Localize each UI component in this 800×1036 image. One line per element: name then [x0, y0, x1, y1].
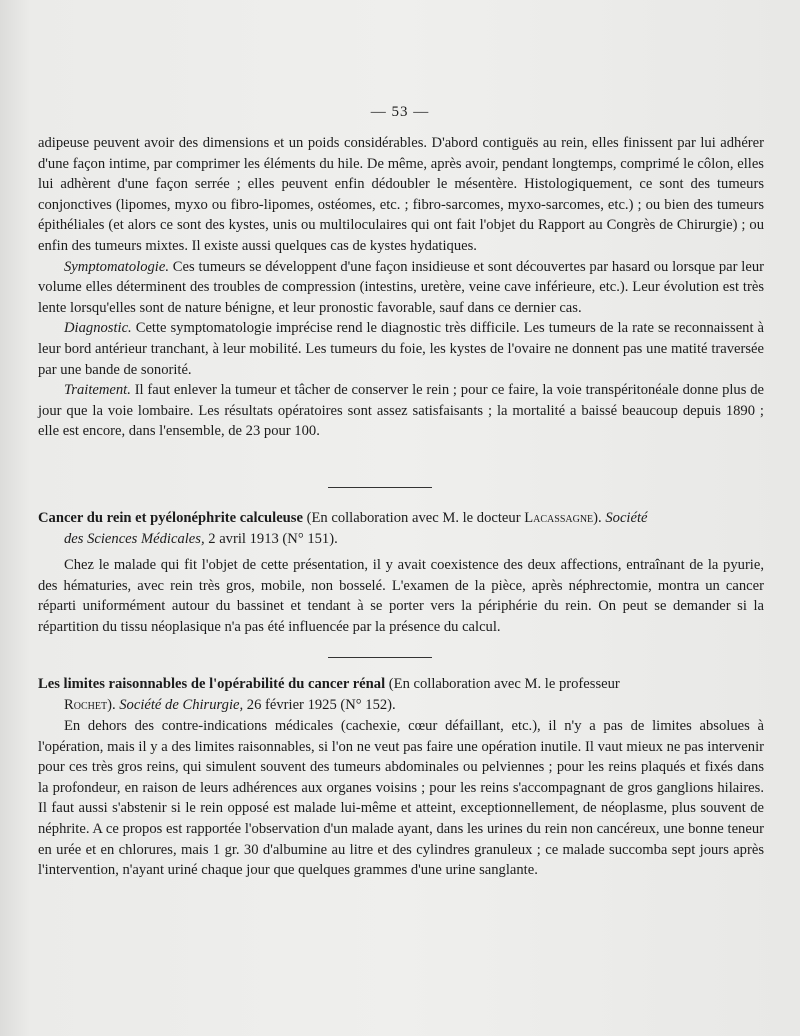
intro-section [38, 133, 764, 442]
section2-heading [38, 674, 764, 715]
diagnosis-text: Cette symptomatologie imprécise rend le diagnostic très difficile. Les tumeurs de la rate se reconnaissent à leur bord antérieur tranchant, à leur mobilité. Les tumeurs du foie, les kystes de l'ovaire ne donnent pas une matité traversée par une bande de sonorité. [38, 320, 764, 378]
section1-collab-name: Lacassagne [524, 510, 594, 526]
section2-body [38, 716, 764, 881]
section2-paragraph: En dehors des contre-indications médicales (cachexie, cœur défaillant, etc.), il n'y a pas de limites absolues à l'opération, mais il y a des limites raisonnables, si l'on ne veut pas faire une opération inutile. Il vaut mieux ne pas intervenir pour ces très gros reins, qui simulent souvent des tumeurs abdominales ou pelviennes ; pour les reins plaqués et fixés dans la profondeur, en raison de leurs adhérences aux organes voisins ; pour les reins s'accompagnant de gros ganglions hilaires. Il faut aussi s'abstenir si le rein opposé est malade lui-même et atteint, exceptionnellement, de néoplasme, plus souvent de néphrite. A ce propos est rapportée l'observation d'un malade ayant, dans les urines du rein non cancéreux, une bonne teneur en urée et en chlorures, mais 1 gr. 30 d'albumine au litre et des cylindres granuleux ; ce malade succomba sept jours après l'intervention, n'ayant uriné chaque jour que quelques grammes d'une urine sanglante. [38, 718, 764, 879]
section1-date: 2 avril 1913 (N° 151). [204, 530, 338, 547]
section1-paragraph: Chez le malade qui fit l'objet de cette présentation, il y avait coexistence des deux affections, entraînant de la pyurie, des hématuries, avec rein très gros, mobile, non bosselé. L'examen de la pièce, après néphrectomie, montra un cancer réparti uniformément autour du bassinet et tendant à se porter vers la périphérie du rein. On peut se demander si la répartition du tissu néoplasique n'a pas été influencée par la présence du calcul. [38, 557, 764, 635]
treatment-paragraph [38, 380, 764, 442]
diagnosis-label: Diagnostic. [64, 320, 132, 337]
section-divider [328, 487, 432, 488]
intro-paragraph: adipeuse peuvent avoir des dimensions et un poids considérables. D'abord contiguës au rein, elles finissent par lui adhérer d'une façon intime, par comprimer les éléments du hile. De même, après avoir, pendant longtemps, comprimé le côlon, elles lui adhèrent d'une façon serrée ; elles peuvent enfin dédoubler le mésentère. Histologiquement, ce sont des tumeurs conjonctives (lipomes, myxo ou fibro-lipomes, ostéomes, etc. ; fibro-sarcomes, myxo-sarcomes, etc.) ; ou bien des tumeurs épithéliales (et alors ce sont des kystes, unis ou multiloculaires qui ont fait l'objet du Rapport au Congrès de Chirurgie) ; ou enfin des tumeurs mixtes. Il existe aussi quelques cas de kystes hydatiques. [38, 135, 764, 254]
section-divider [328, 657, 432, 658]
section1-title: Cancer du rein et pyélonéphrite calculeuse [38, 510, 303, 526]
section1-collab-prefix: (En collaboration avec M. le docteur [302, 510, 525, 526]
section1-heading [38, 508, 764, 549]
treatment-label: Traitement. [64, 382, 131, 399]
section2-journal: Société de Chirurgie, [119, 696, 244, 713]
section2-collab-suffix: ). [107, 696, 120, 713]
symptomatology-paragraph [38, 257, 764, 319]
section2-collab-name: Rochet [64, 696, 108, 713]
symptomatology-label: Symptomatologie. [64, 258, 169, 275]
treatment-text: Il faut enlever la tumeur et tâcher de conserver le rein ; pour ce faire, la voie transpéritonéale donne plus de jour que la voie lombaire. Les résultats opératoires sont assez satisfaisants ; la mortalité a baissé beaucoup depuis 1890 ; elle est encore, dans l'ensemble, de 23 pour 100. [38, 382, 764, 440]
section1-journal-b: des Sciences Médicales, [64, 530, 205, 547]
section1-body [38, 555, 764, 637]
section1-collab-suffix: ). [593, 510, 606, 526]
section2-date: 26 février 1925 (N° 152). [243, 696, 396, 713]
page-number: — 53 — [370, 104, 430, 120]
section2-title: Les limites raisonnables de l'opérabilité du cancer rénal [38, 676, 386, 692]
diagnosis-paragraph [38, 318, 764, 380]
section1-journal-a: Société [605, 510, 648, 526]
symptomatology-text: Ces tumeurs se développent d'une façon insidieuse et sont découvertes par hasard ou lorsque par leur volume elles déterminent des troubles de compression (intestins, uretère, veine cave inférieure, etc.). Leur évolution est très lente lorsqu'elles sont de nature bénigne, et leur pronostic favorable, sauf dans ce dernier cas. [38, 258, 764, 316]
section2-collab-prefix: (En collaboration avec M. le professeur [385, 676, 620, 692]
